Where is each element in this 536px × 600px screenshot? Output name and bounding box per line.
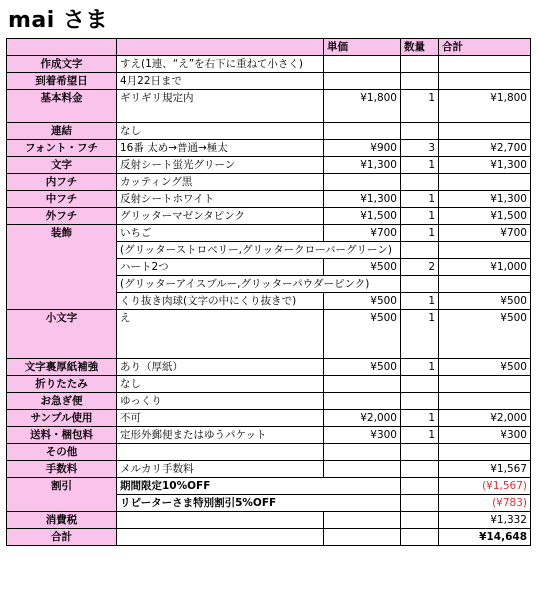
label-oritatami: 折りたたみ — [7, 376, 117, 393]
label-kihon: 基本料金 — [7, 90, 117, 107]
label-moji: 文字 — [7, 157, 117, 174]
row-kihon — [7, 90, 531, 107]
header-price: 単価 — [324, 39, 401, 56]
qty-nakafuchi: 1 — [401, 191, 439, 208]
price-sotofuchi: ¥1,500 — [324, 208, 401, 225]
label-uchifuchi: 内フチ — [7, 174, 117, 191]
price-souryou: ¥300 — [324, 427, 401, 444]
qty-sample: 1 — [401, 410, 439, 427]
desc-renketsu: なし — [117, 123, 324, 140]
desc-sotofuchi: グリッターマゼンタピンク — [117, 208, 324, 225]
label-komoji: 小文字 — [7, 310, 117, 327]
desc-urahoshi: あり（厚紙） — [117, 359, 324, 376]
row-soushoku-5 — [7, 293, 531, 310]
total-kihon: ¥1,800 — [439, 90, 531, 107]
desc-kihon: ギリギリ規定内 — [117, 90, 324, 107]
row-oisogi — [7, 393, 531, 410]
total-soushoku-1: ¥700 — [439, 225, 531, 242]
desc-soushoku-1: いちご — [117, 225, 324, 242]
label-urahoshi: 文字裏厚紙補強 — [7, 359, 117, 376]
row-waribiki-1 — [7, 478, 531, 495]
label-font: フォント・フチ — [7, 140, 117, 157]
label-renketsu: 連結 — [7, 123, 117, 140]
desc-waribiki-1: 期間限定10%OFF — [117, 478, 401, 495]
price-sample: ¥2,000 — [324, 410, 401, 427]
total-waribiki-2: (¥783) — [439, 495, 531, 512]
header-row — [7, 39, 531, 56]
qty-komoji: 1 — [401, 310, 439, 327]
page-title: mai さま — [8, 8, 108, 33]
price-soushoku-3: ¥500 — [324, 259, 401, 276]
label-nakafuchi: 中フチ — [7, 191, 117, 208]
desc-sample: 不可 — [117, 410, 324, 427]
price-nakafuchi: ¥1,300 — [324, 191, 401, 208]
label-oisogi: お急ぎ便 — [7, 393, 117, 410]
header-total: 合計 — [439, 39, 531, 56]
row-souryou — [7, 427, 531, 444]
desc-soushoku-5: くり抜き肉球(文字の中にくり抜きで) — [117, 293, 324, 310]
desc-soushoku-2: (グリッターストロベリー,グリッタークローバーグリーン) — [117, 242, 401, 259]
label-sotofuchi: 外フチ — [7, 208, 117, 225]
qty-moji: 1 — [401, 157, 439, 174]
qty-soushoku-5: 1 — [401, 293, 439, 310]
total-urahoshi: ¥500 — [439, 359, 531, 376]
row-soushoku-3 — [7, 259, 531, 276]
total-soushoku-3: ¥1,000 — [439, 259, 531, 276]
row-waribiki-2 — [7, 495, 531, 512]
header-col-label — [7, 39, 117, 56]
qty-urahoshi: 1 — [401, 359, 439, 376]
total-soushoku-5: ¥500 — [439, 293, 531, 310]
row-goukei — [7, 529, 531, 546]
price-soushoku-5: ¥500 — [324, 293, 401, 310]
row-sakusei — [7, 56, 531, 73]
desc-soushoku-3: ハート2つ — [117, 259, 324, 276]
label-waribiki: 割引 — [7, 478, 117, 495]
price-urahoshi: ¥500 — [324, 359, 401, 376]
row-touchaku — [7, 73, 531, 90]
desc-tesuuryou: メルカリ手数料 — [117, 461, 324, 478]
qty-souryou: 1 — [401, 427, 439, 444]
total-sotofuchi: ¥1,500 — [439, 208, 531, 225]
total-tesuuryou: ¥1,567 — [439, 461, 531, 478]
row-oritatami — [7, 376, 531, 393]
label-sample: サンプル使用 — [7, 410, 117, 427]
row-urahoshi — [7, 359, 531, 376]
row-nakafuchi — [7, 191, 531, 208]
row-shouhizei — [7, 512, 531, 529]
price-font: ¥900 — [324, 140, 401, 157]
total-komoji: ¥500 — [439, 310, 531, 327]
desc-moji: 反射シート蛍光グリーン — [117, 157, 324, 174]
desc-font: 16番 太め→普通→極太 — [117, 140, 324, 157]
row-soushoku-1 — [7, 225, 531, 242]
desc-touchaku: 4月22日まで — [117, 73, 324, 90]
desc-oisogi: ゆっくり — [117, 393, 324, 410]
header-qty: 数量 — [401, 39, 439, 56]
qty-font: 3 — [401, 140, 439, 157]
desc-souryou: 定形外郵便またはゆうパケット — [117, 427, 324, 444]
qty-sotofuchi: 1 — [401, 208, 439, 225]
row-sotofuchi — [7, 208, 531, 225]
total-goukei: ¥14,648 — [439, 529, 531, 546]
label-soushoku: 装飾 — [7, 225, 117, 242]
order-table — [6, 38, 531, 546]
header-col-desc — [117, 39, 324, 56]
desc-sakusei: すえ(1連、“え”を右下に重ねて小さく) — [117, 56, 324, 73]
row-soushoku-4 — [7, 276, 531, 293]
desc-uchifuchi: カッティング黒 — [117, 174, 324, 191]
total-sample: ¥2,000 — [439, 410, 531, 427]
label-tesuuryou: 手数料 — [7, 461, 117, 478]
row-sonota — [7, 444, 531, 461]
desc-soushoku-4: (グリッターアイスブルー,グリッターパウダーピンク) — [117, 276, 401, 293]
row-font — [7, 140, 531, 157]
row-moji — [7, 157, 531, 174]
total-souryou: ¥300 — [439, 427, 531, 444]
price-kihon: ¥1,800 — [324, 90, 401, 107]
total-moji: ¥1,300 — [439, 157, 531, 174]
desc-nakafuchi: 反射シートホワイト — [117, 191, 324, 208]
label-sakusei: 作成文字 — [7, 56, 117, 73]
total-shouhizei: ¥1,332 — [439, 512, 531, 529]
row-tesuuryou — [7, 461, 531, 478]
label-souryou: 送料・梱包料 — [7, 427, 117, 444]
qty-soushoku-1: 1 — [401, 225, 439, 242]
desc-oritatami: なし — [117, 376, 324, 393]
price-komoji: ¥500 — [324, 310, 401, 327]
label-touchaku: 到着希望日 — [7, 73, 117, 90]
price-moji: ¥1,300 — [324, 157, 401, 174]
total-nakafuchi: ¥1,300 — [439, 191, 531, 208]
label-goukei: 合計 — [7, 529, 117, 546]
desc-komoji: え — [117, 310, 324, 327]
row-renketsu — [7, 123, 531, 140]
row-soushoku-2 — [7, 242, 531, 259]
total-font: ¥2,700 — [439, 140, 531, 157]
label-sonota: その他 — [7, 444, 117, 461]
row-komoji — [7, 310, 531, 327]
label-shouhizei: 消費税 — [7, 512, 117, 529]
row-uchifuchi — [7, 174, 531, 191]
desc-waribiki-2: リピーターさま特別割引5%OFF — [117, 495, 401, 512]
total-waribiki-1: (¥1,567) — [439, 478, 531, 495]
qty-soushoku-3: 2 — [401, 259, 439, 276]
row-sample — [7, 410, 531, 427]
price-soushoku-1: ¥700 — [324, 225, 401, 242]
qty-kihon: 1 — [401, 90, 439, 107]
